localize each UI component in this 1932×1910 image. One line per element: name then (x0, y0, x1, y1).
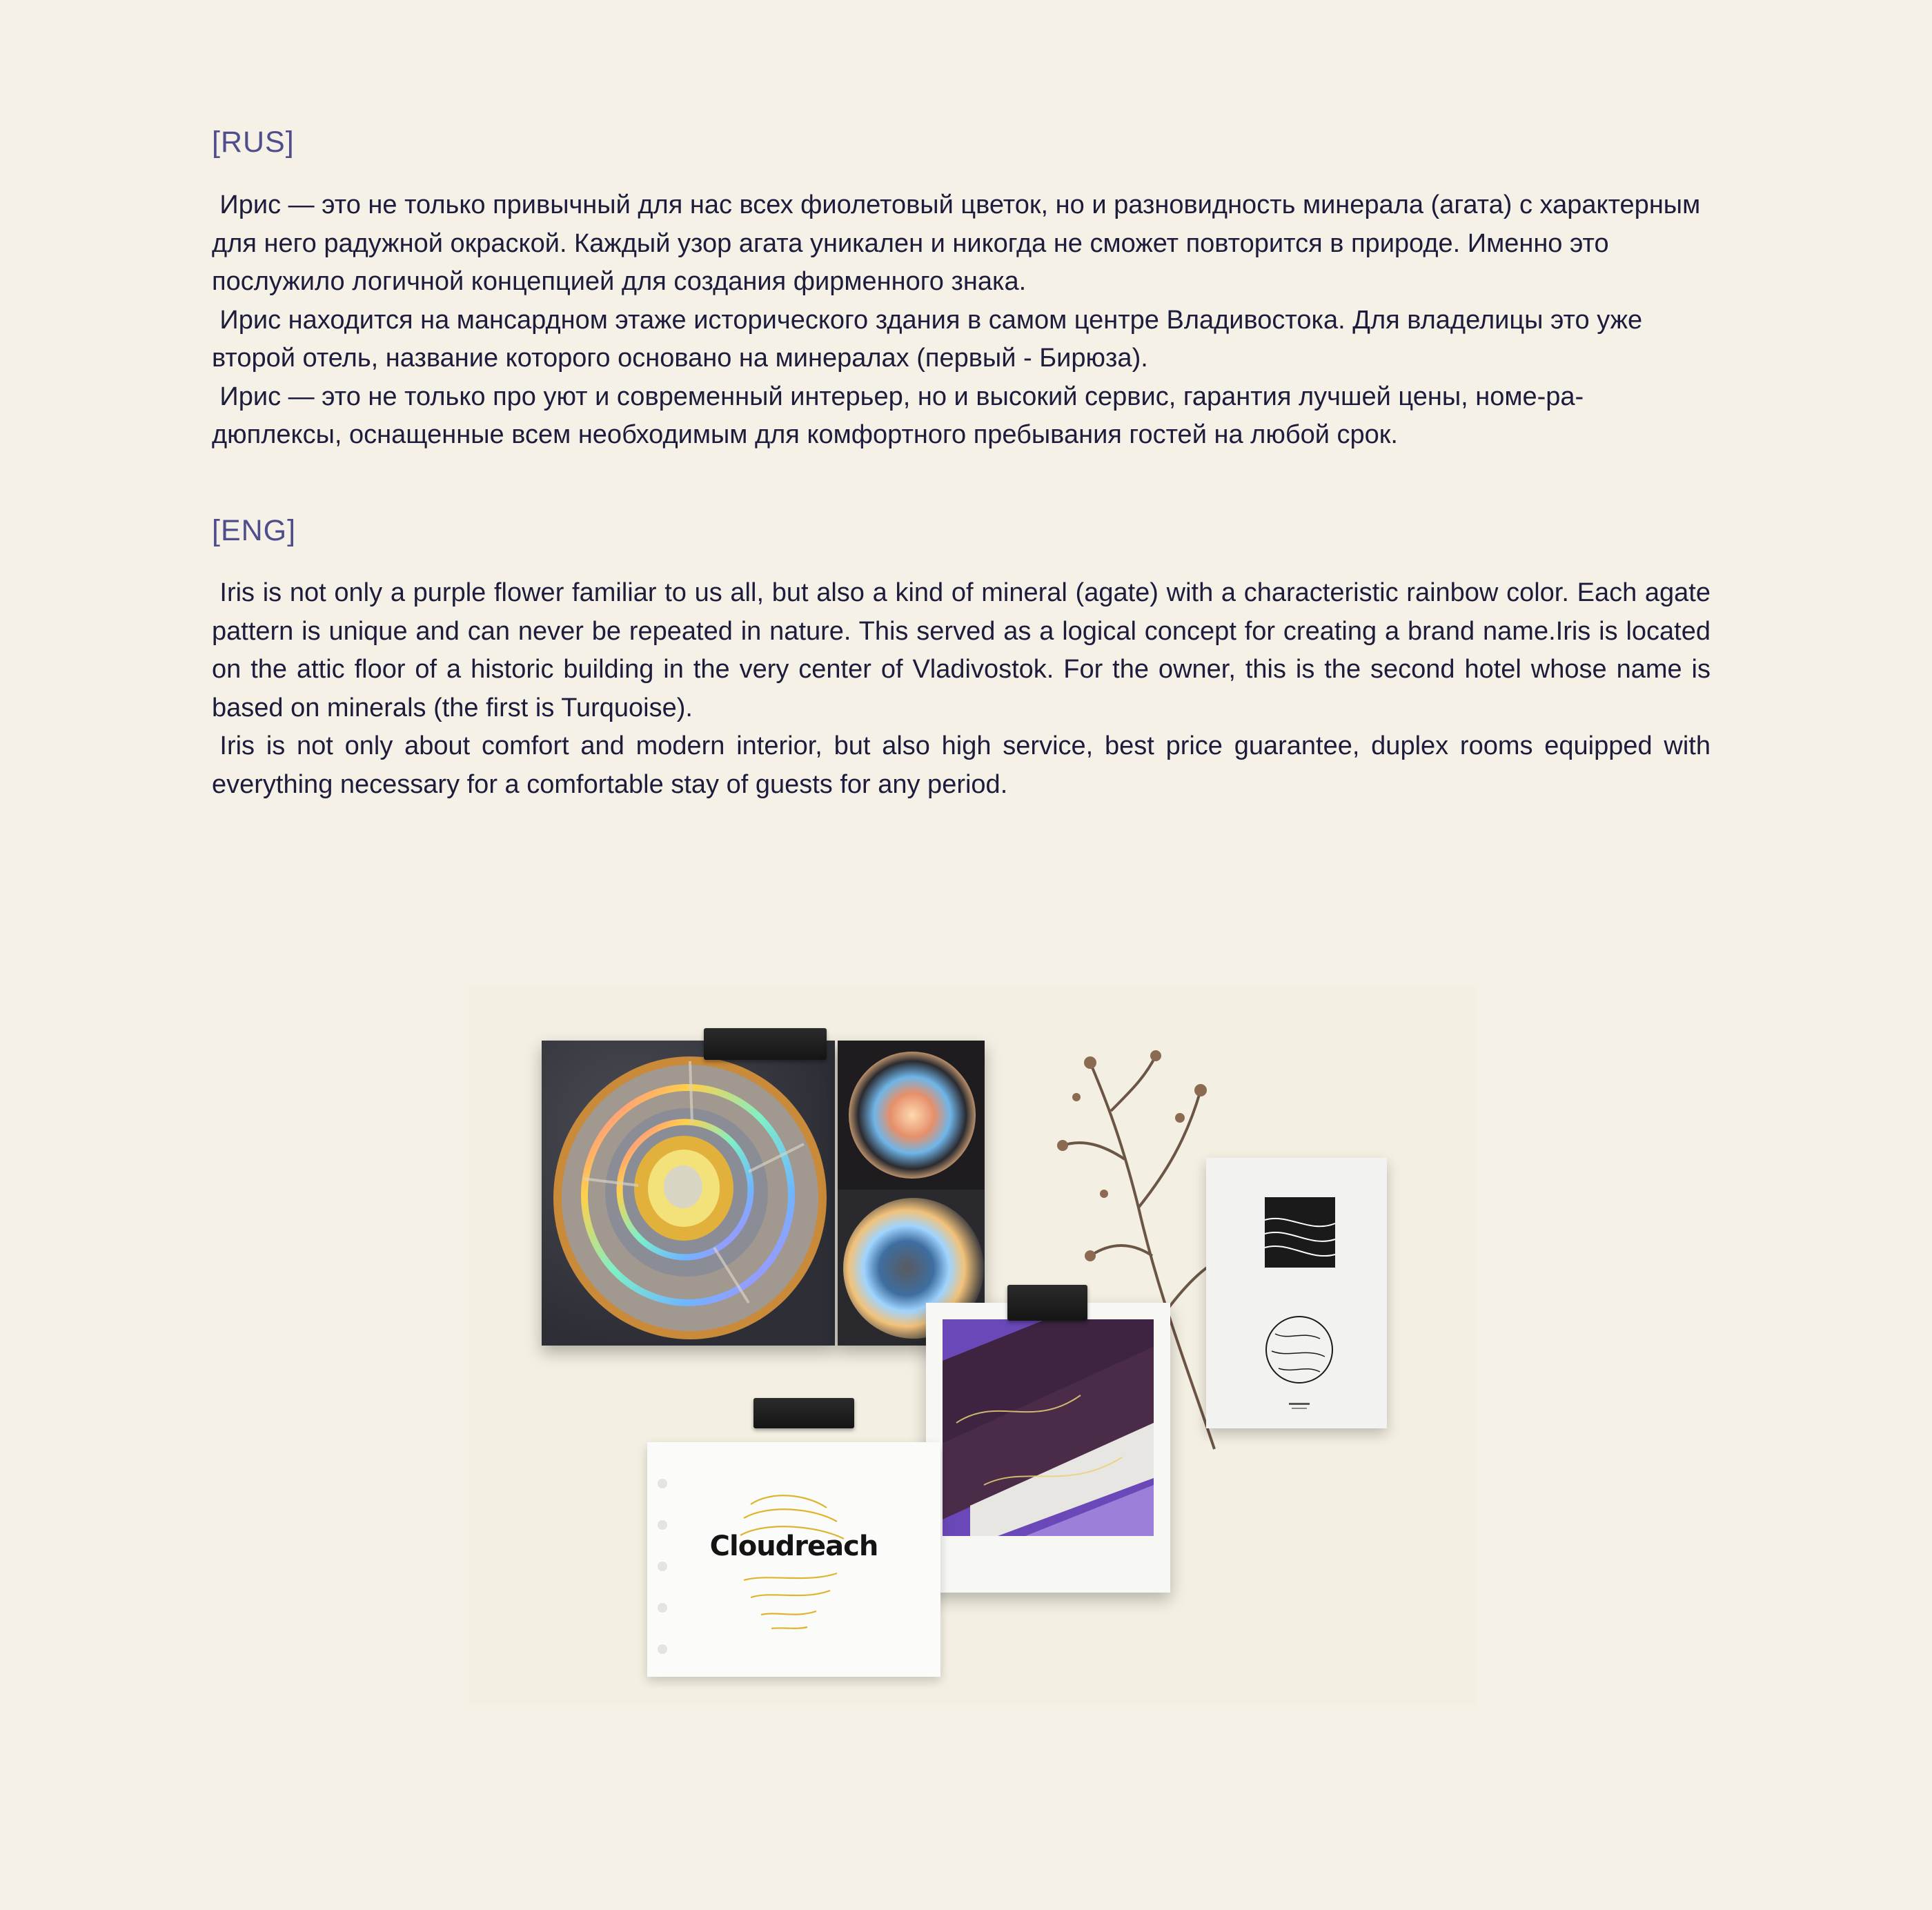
rus-description (212, 186, 1711, 455)
rus-paragraph: Ирис — это не только привычный для нас всех фиолетовый цветок, но и разновидность минерала (агата) с характерным для него радужной окраской. Каждый узор агата уникален и никогда не сможет повторится в природе. Именно это послужило логичной концепцией для создания фирменного знака. (212, 190, 1701, 296)
paper-note-with-logo (647, 1442, 940, 1677)
eng-paragraph: Iris is not only a purple flower familiar to us all, but also a kind of mineral (agate) with a characteristic rainbow color. Each agate pattern is unique and can never be repeated in nature. This served as a logical concept for creating a brand name.Iris is located on the attic floor of a historic building in the very center of Vladivostok. For the owner, this is the second hotel whose name is based on minerals (the first is Turquoise). (212, 578, 1711, 722)
rus-paragraph: Ирис находится на мансардном этаже исторического здания в самом центре Владивостока. Для владелицы это уже второй отель, название которого основано на минералах (первый - Бирюза). (212, 305, 1643, 373)
purple-abstract-photo (943, 1319, 1154, 1536)
tape-strip (1007, 1285, 1087, 1321)
eng-paragraph: Iris is not only about comfort and modern interior, but also high service, best price guarantee, duplex rooms equipped with everything necessary for a comfortable stay of guests for any period. (212, 731, 1711, 799)
pattern-card (1206, 1158, 1387, 1428)
purple-abstract-polaroid (926, 1303, 1170, 1593)
tape-strip (704, 1028, 827, 1060)
rus-section-label: [RUS] (212, 126, 295, 159)
eng-section-label: [ENG] (212, 514, 297, 547)
moodboard-collage (469, 987, 1477, 1704)
cloudreach-logo: Cloudreach (709, 1530, 878, 1562)
eng-description (212, 574, 1711, 804)
rus-paragraph: Ирис — это не только про уют и современный интерьер, но и высокий сервис, гарантия лучшей цены, номе-ра-дюплексы, оснащенные всем необходимым для комфортного пребывания гостей на любой срок. (212, 382, 1584, 449)
tape-strip (753, 1398, 854, 1428)
agate-detail-photos (838, 1041, 985, 1346)
agate-slice-photo (542, 1041, 835, 1346)
